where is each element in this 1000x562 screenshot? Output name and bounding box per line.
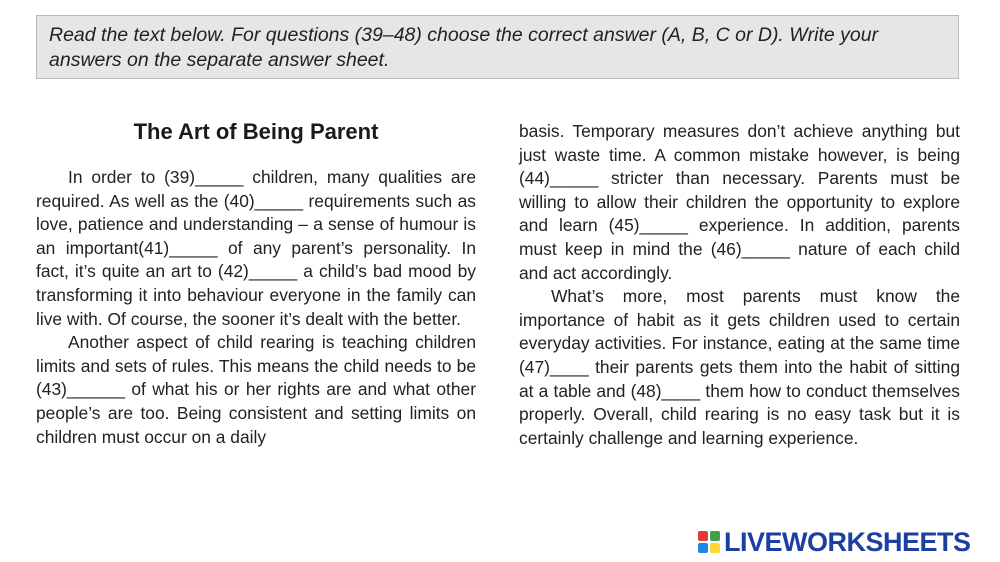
logo-grid-icon: [698, 531, 720, 553]
paragraph-3: basis. Temporary measures don’t achieve anything but just waste time. A common mistake however, is being (44)_____ stricter than necessary. Parents must be willing to allow their children the opportunity to explore and learn (45)_____ experience. In addition, parents must keep in mind the (46)_____ nature of each child and act accordingly.: [519, 121, 960, 283]
logo-square: [710, 531, 720, 541]
logo-square: [698, 543, 708, 553]
liveworksheets-logo: [698, 528, 971, 556]
article-title: The Art of Being Parent: [133, 119, 379, 144]
paragraph-4: What’s more, most parents must know the importance of habit as it gets children used to certain everyday activities. For instance, eating at the same time (47)____ their parents gets them into the habit of sitting at a table and (48)____ them how to conduct themselves properly. Overall, child rearing is no easy task but it is certainly challenge and learning experience.: [519, 286, 960, 448]
instructions-box: [36, 15, 959, 79]
paragraph-2: Another aspect of child rearing is teaching children limits and sets of rules. This means the child needs to be (43)______ of what his or her rights are and what other people’s are too. Being consistent and setting limits on children must occur on a daily: [36, 332, 476, 447]
right-column: [519, 120, 960, 450]
logo-square: [710, 543, 720, 553]
paragraph-1: In order to (39)_____ children, many qualities are required. As well as the (40)_____ requirements such as love, patience and understanding – a sense of humour is an important(41)_____ of any parent’s personality. In fact, it’s quite an art to (42)_____ a child’s bad mood by transforming it into behaviour everyone in the family can live with. Of course, the sooner it’s dealt with the better.: [36, 167, 476, 329]
logo-square: [698, 531, 708, 541]
logo-text: LIVEWORKSHEETS: [724, 526, 971, 557]
left-column: [36, 166, 476, 449]
instructions-text: Read the text below. For questions (39–48) choose the correct answer (A, B, C or D). Write your answers on the separate answer sheet.: [49, 24, 879, 71]
